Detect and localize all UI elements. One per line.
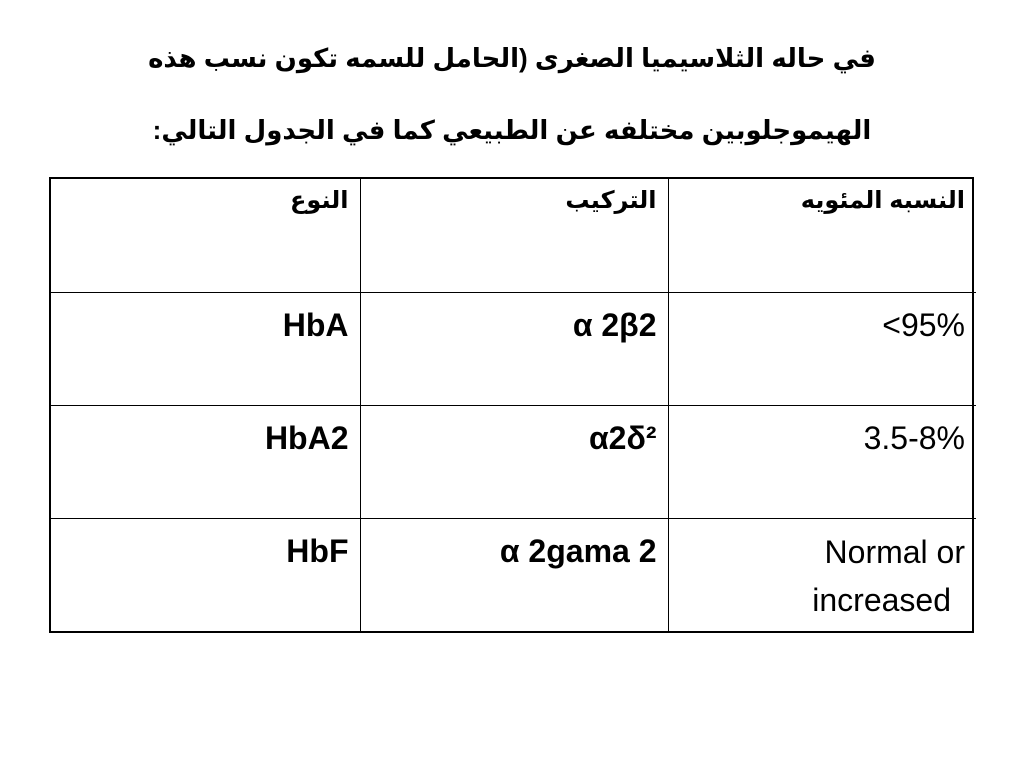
cell-type: [51, 405, 360, 518]
header-percentage-label: النسبه المئويه: [800, 187, 965, 214]
cell-percentage-text: 3.5-8%: [863, 419, 965, 456]
cell-composition-text: α 2β2: [572, 306, 657, 343]
slide-title-line-2: الهيموجلوبين مختلفه عن الطبيعي كما في الجدول التالي:: [152, 115, 872, 145]
cell-type: [51, 518, 360, 631]
header-type-label: النوع: [290, 187, 349, 214]
table-header-row: [51, 179, 976, 292]
table-row: [51, 292, 976, 405]
cell-percentage-text: [677, 525, 966, 624]
cell-composition: [360, 405, 668, 518]
cell-percentage: [668, 405, 976, 518]
cell-composition-text: α 2gama 2: [499, 532, 657, 569]
cell-percentage: [668, 518, 976, 631]
header-cell-percentage: [668, 179, 976, 292]
cell-percentage: [668, 292, 976, 405]
hemoglobin-table-grid: [51, 179, 976, 631]
cell-type: [51, 292, 360, 405]
cell-percentage-line-2: increased: [812, 581, 951, 618]
cell-type-text: HbA2: [264, 419, 349, 456]
cell-composition: [360, 518, 668, 631]
cell-percentage-line-1: Normal or: [824, 533, 965, 570]
table-row: [51, 518, 976, 631]
header-composition-label: التركيب: [565, 187, 657, 214]
table-row: [51, 405, 976, 518]
cell-type-text: HbF: [286, 532, 349, 569]
header-cell-type: [51, 179, 360, 292]
cell-composition: [360, 292, 668, 405]
hemoglobin-table: [49, 177, 974, 633]
header-cell-composition: [360, 179, 668, 292]
cell-composition-text: α2δ²: [588, 419, 657, 456]
cell-percentage-text: <95%: [882, 306, 965, 343]
cell-type-text: HbA: [282, 306, 349, 343]
slide-title-line-1: في حاله الثلاسيميا الصغرى (الحامل للسمه تكون نسب هذه: [148, 43, 876, 73]
